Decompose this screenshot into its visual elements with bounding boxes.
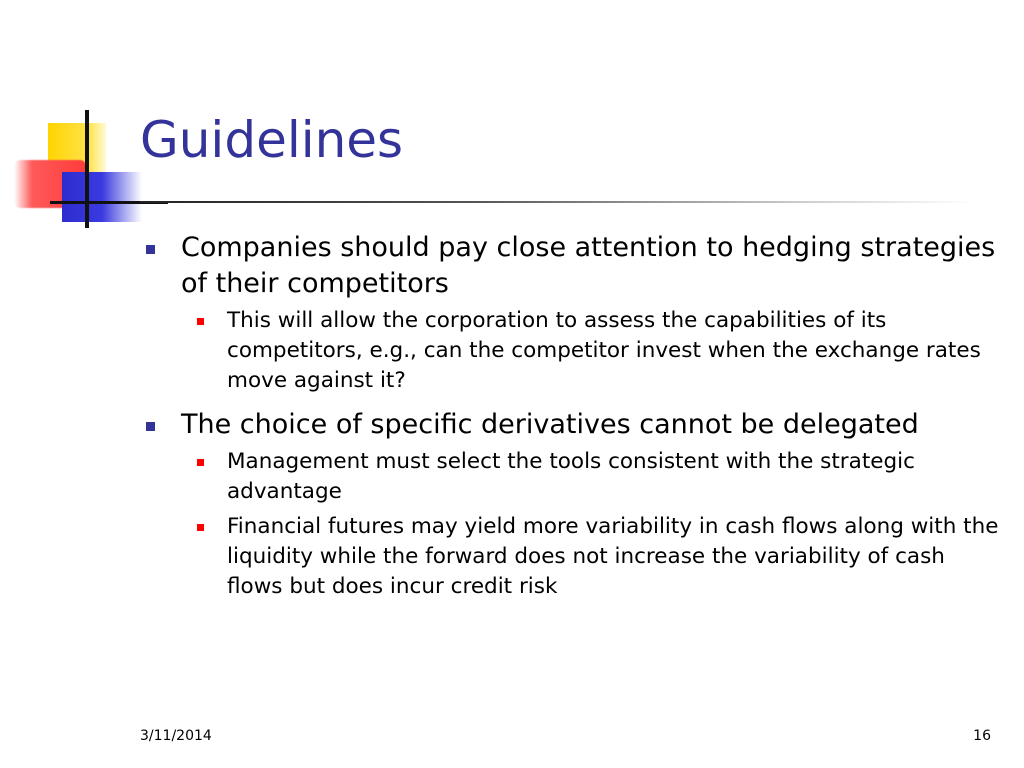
title-underline xyxy=(140,201,975,203)
sub-bullet-item xyxy=(181,512,1006,602)
sub-bullet-item xyxy=(181,447,1006,507)
slide-title: Guidelines xyxy=(140,111,404,169)
sub-bullet-text: Management must select the tools consistent with the strategic advantage xyxy=(227,449,915,504)
sub-bullet-square-icon xyxy=(197,459,204,466)
sub-bullet-square-icon xyxy=(197,524,204,531)
sub-bullet-text: Financial futures may yield more variability in cash flows along with the liquidity while the forward does not increase the variability of cash flows but does incur credit risk xyxy=(227,514,999,599)
footer-page-number: 16 xyxy=(973,728,991,744)
bullet-square-icon xyxy=(146,245,155,254)
sub-bullet-square-icon xyxy=(197,318,204,325)
bullet-item xyxy=(146,407,1006,443)
bullet-text: Companies should pay close attention to hedging strategies of their competitors xyxy=(181,232,996,299)
sub-bullet-text: This will allow the corporation to assess the capabilities of its competitors, e.g., can the competitor invest when the exchange rates move against it? xyxy=(227,308,981,393)
bullet-item xyxy=(146,230,1006,302)
logo-vertical-line xyxy=(85,110,89,228)
bullet-square-icon xyxy=(146,422,155,431)
footer-date: 3/11/2014 xyxy=(140,728,212,744)
bullet-text: The choice of specific derivatives cannot be delegated xyxy=(181,409,919,440)
sub-bullet-item xyxy=(181,306,1006,396)
slide-content xyxy=(146,230,1006,607)
logo-blue-square xyxy=(62,172,142,222)
